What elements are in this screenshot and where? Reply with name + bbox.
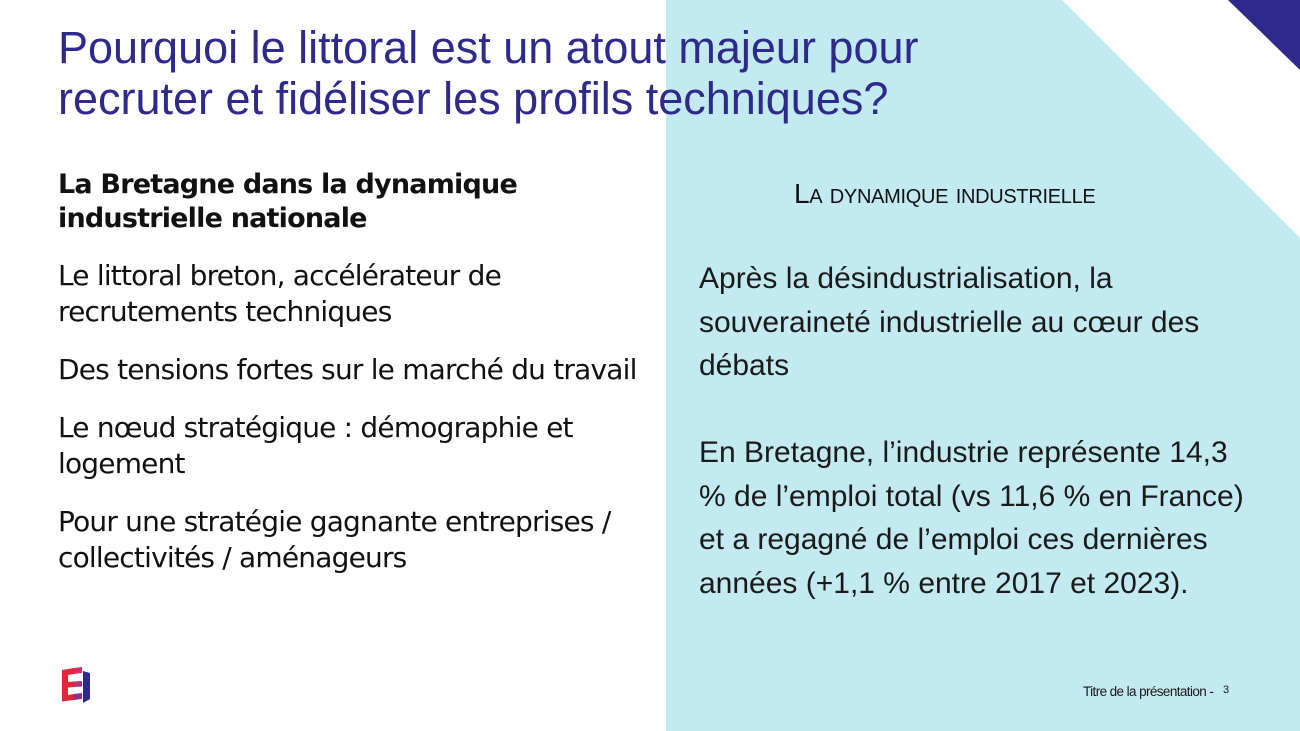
page-number: 3 [1223, 684, 1230, 696]
agenda-item: Le nœud stratégique : démographie et logement [58, 411, 573, 480]
agenda-item: Le littoral breton, accélérateur de recrutements techniques [58, 259, 501, 328]
corner-triangle-icon [1228, 0, 1300, 70]
agenda-list [58, 168, 648, 598]
footer-presentation-title: Titre de la présentation - [1083, 684, 1214, 699]
ei-logo-icon [60, 666, 94, 704]
agenda-item: Des tensions fortes sur le marché du travail [58, 353, 637, 386]
slide-title: Pourquoi le littoral est un atout majeur pour recruter et fidéliser les profils techniques? [58, 22, 919, 124]
agenda-item-current: La Bretagne dans la dynamique industrielle nationale [58, 169, 517, 234]
section-heading: La dynamique industrielle [794, 178, 1096, 209]
agenda-item: Pour une stratégie gagnante entreprises / collectivités / aménageurs [58, 505, 611, 574]
section-paragraph: Après la désindustrialisation, la souveraineté industrielle au cœur des débats [699, 262, 1200, 382]
section-paragraph: En Bretagne, l’industrie représente 14,3 % de l’emploi total (vs 11,6 % en France) et a regagné de l’emploi ces dernières années (+1,1 % entre 2017 et 2023). [699, 436, 1244, 600]
